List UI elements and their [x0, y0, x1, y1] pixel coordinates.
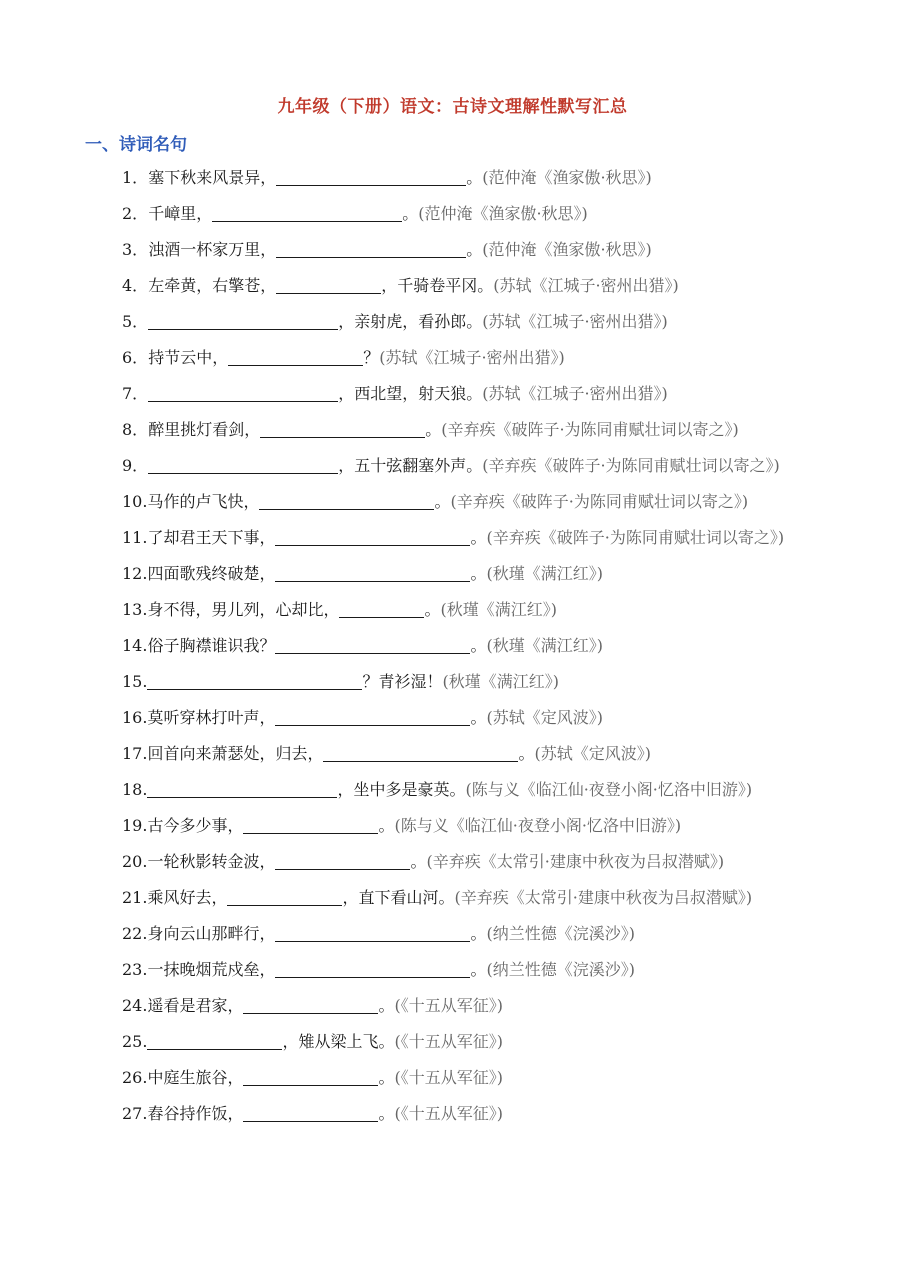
question-number: 16. — [122, 708, 148, 727]
source-citation: (陈与义《临江仙·夜登小阁·忆洛中旧游》) — [394, 816, 682, 835]
question-item — [85, 772, 825, 808]
verse-before: 乘风好去， — [147, 888, 228, 907]
source-citation: (纳兰性德《浣溪沙》) — [486, 960, 635, 979]
question-number: 10. — [122, 492, 148, 511]
page-title: 九年级（下册）语文：古诗文理解性默写汇总 — [277, 97, 628, 117]
verse-before: 一轮秋影转金波， — [147, 852, 276, 871]
question-number: 18. — [122, 780, 148, 799]
verse-after: 。 — [378, 1068, 395, 1087]
answer-blank[interactable] — [275, 923, 470, 942]
verse-after: 。 — [470, 960, 487, 979]
question-item — [85, 376, 825, 412]
verse-before: 了却君王天下事， — [147, 528, 276, 547]
verse-before: 俗子胸襟谁识我？ — [147, 636, 276, 655]
verse-after: 。 — [410, 852, 427, 871]
verse-before: 古今多少事， — [147, 816, 244, 835]
question-number: 21. — [122, 888, 148, 907]
source-citation: (纳兰性德《浣溪沙》) — [486, 924, 635, 943]
question-item — [85, 340, 825, 376]
question-number: 24. — [122, 996, 148, 1015]
source-citation: (苏轼《江城子·密州出猎》) — [482, 312, 668, 331]
question-item — [85, 196, 825, 232]
question-item — [85, 520, 825, 556]
answer-blank[interactable] — [228, 347, 363, 366]
source-citation: (苏轼《江城子·密州出猎》) — [493, 276, 679, 295]
question-item — [85, 808, 825, 844]
answer-blank[interactable] — [323, 743, 518, 762]
answer-blank[interactable] — [275, 527, 470, 546]
verse-after: 。 — [434, 492, 451, 511]
section-heading: 一、诗词名句 — [85, 135, 187, 155]
answer-blank[interactable] — [259, 491, 434, 510]
verse-before: 浊酒一杯家万里， — [148, 240, 277, 259]
source-citation: (苏轼《江城子·密州出猎》) — [482, 384, 668, 403]
verse-before: 遥看是君家， — [147, 996, 244, 1015]
verse-after: 。 — [424, 600, 441, 619]
verse-after: ，雉从梁上飞。 — [282, 1032, 395, 1051]
question-item — [85, 628, 825, 664]
question-item — [85, 952, 825, 988]
source-citation: (《十五从军征》) — [394, 996, 503, 1015]
answer-blank[interactable] — [147, 779, 337, 798]
verse-after: 。 — [378, 1104, 395, 1123]
verse-after: 。 — [470, 528, 487, 547]
verse-after: 。 — [466, 168, 483, 187]
source-citation: (辛弃疾《破阵子·为陈同甫赋壮词以寄之》) — [450, 492, 749, 511]
verse-after: ，直下看山河。 — [342, 888, 455, 907]
question-item — [85, 304, 825, 340]
verse-before: 莫听穿林打叶声， — [147, 708, 276, 727]
question-item — [85, 880, 825, 916]
answer-blank[interactable] — [243, 815, 378, 834]
question-number: 13. — [122, 600, 148, 619]
answer-blank[interactable] — [275, 635, 470, 654]
verse-after: ，西北望，射天狼。 — [338, 384, 483, 403]
answer-blank[interactable] — [227, 887, 342, 906]
question-item — [85, 736, 825, 772]
question-number: 20. — [122, 852, 148, 871]
source-citation: (范仲淹《渔家傲·秋思》) — [482, 240, 652, 259]
verse-after: 。 — [470, 708, 487, 727]
source-citation: (辛弃疾《破阵子·为陈同甫赋壮词以寄之》) — [482, 456, 780, 475]
question-number: 15. — [122, 672, 148, 691]
verse-before: 舂谷持作饭， — [147, 1104, 244, 1123]
answer-blank[interactable] — [148, 383, 338, 402]
question-number: 4． — [122, 276, 149, 295]
question-item — [85, 448, 825, 484]
question-number: 8． — [122, 420, 149, 439]
question-number: 19. — [122, 816, 148, 835]
verse-after: ？青衫湿！ — [362, 672, 443, 691]
question-item — [85, 160, 825, 196]
question-number: 5． — [122, 312, 149, 331]
verse-after: 。 — [466, 240, 483, 259]
verse-before: 塞下秋来风景异， — [148, 168, 277, 187]
verse-after: 。 — [402, 204, 419, 223]
question-item — [85, 700, 825, 736]
question-item — [85, 556, 825, 592]
question-number: 25. — [122, 1032, 148, 1051]
verse-before: 持节云中， — [148, 348, 229, 367]
answer-blank[interactable] — [276, 239, 466, 258]
source-citation: (辛弃疾《太常引·建康中秋夜为吕叔潜赋》) — [454, 888, 753, 907]
question-number: 2． — [122, 204, 149, 223]
source-citation: (秋瑾《满江红》) — [442, 672, 559, 691]
question-item — [85, 1060, 825, 1096]
verse-after: ，千骑卷平冈。 — [381, 276, 494, 295]
question-list — [0, 160, 905, 1132]
answer-blank[interactable] — [243, 1067, 378, 1086]
source-citation: (陈与义《临江仙·夜登小阁·忆洛中旧游》) — [465, 780, 753, 799]
answer-blank[interactable] — [275, 707, 470, 726]
answer-blank[interactable] — [275, 851, 410, 870]
source-citation: (辛弃疾《太常引·建康中秋夜为吕叔潜赋》) — [426, 852, 725, 871]
question-item — [85, 592, 825, 628]
source-citation: (范仲淹《渔家傲·秋思》) — [418, 204, 588, 223]
answer-blank[interactable] — [147, 1031, 282, 1050]
answer-blank[interactable] — [147, 671, 362, 690]
answer-blank[interactable] — [212, 203, 402, 222]
verse-before: 身不得，男儿列，心却比， — [147, 600, 340, 619]
verse-after: ，亲射虎，看孙郎。 — [338, 312, 483, 331]
source-citation: (辛弃疾《破阵子·为陈同甫赋壮词以寄之》) — [441, 420, 739, 439]
question-item — [85, 988, 825, 1024]
answer-blank[interactable] — [243, 995, 378, 1014]
verse-after: ，五十弦翻塞外声。 — [338, 456, 483, 475]
source-citation: (《十五从军征》) — [394, 1032, 503, 1051]
source-citation: (秋瑾《满江红》) — [486, 564, 603, 583]
question-item — [85, 232, 825, 268]
question-item — [85, 268, 825, 304]
verse-before: 四面歌残终破楚， — [147, 564, 276, 583]
question-item — [85, 916, 825, 952]
verse-before: 回首向来萧瑟处，归去， — [147, 744, 324, 763]
question-item — [85, 484, 825, 520]
question-number: 17. — [122, 744, 148, 763]
question-number: 6． — [122, 348, 149, 367]
verse-after: 。 — [378, 996, 395, 1015]
source-citation: (苏轼《江城子·密州出猎》) — [379, 348, 565, 367]
source-citation: (范仲淹《渔家傲·秋思》) — [482, 168, 652, 187]
source-citation: (秋瑾《满江红》) — [440, 600, 557, 619]
answer-blank[interactable] — [339, 599, 424, 618]
source-citation: (秋瑾《满江红》) — [486, 636, 603, 655]
question-number: 11. — [122, 528, 148, 547]
verse-after: 。 — [425, 420, 442, 439]
verse-before: 中庭生旅谷， — [147, 1068, 244, 1087]
question-item — [85, 1024, 825, 1060]
question-number: 26. — [122, 1068, 148, 1087]
verse-after: 。 — [470, 636, 487, 655]
question-number: 23. — [122, 960, 148, 979]
verse-after: ，坐中多是豪英。 — [337, 780, 466, 799]
verse-after: 。 — [378, 816, 395, 835]
answer-blank[interactable] — [148, 311, 338, 330]
verse-after: ？ — [363, 348, 380, 367]
answer-blank[interactable] — [148, 455, 338, 474]
verse-before: 千嶂里， — [148, 204, 213, 223]
answer-blank[interactable] — [260, 419, 425, 438]
source-citation: (苏轼《定风波》) — [486, 708, 603, 727]
question-item — [85, 844, 825, 880]
source-citation: (《十五从军征》) — [394, 1068, 503, 1087]
question-item — [85, 412, 825, 448]
verse-before: 左牵黄，右擎苍， — [148, 276, 277, 295]
question-number: 12. — [122, 564, 148, 583]
answer-blank[interactable] — [276, 167, 466, 186]
question-number: 22. — [122, 924, 148, 943]
question-number: 3． — [122, 240, 149, 259]
source-citation: (《十五从军征》) — [394, 1104, 503, 1123]
question-number: 1． — [122, 168, 149, 187]
verse-after: 。 — [470, 564, 487, 583]
question-number: 9． — [122, 456, 149, 475]
verse-after: 。 — [470, 924, 487, 943]
answer-blank[interactable] — [276, 275, 381, 294]
verse-before: 身向云山那畔行， — [147, 924, 276, 943]
question-item — [85, 664, 825, 700]
verse-after: 。 — [518, 744, 535, 763]
question-number: 14. — [122, 636, 148, 655]
verse-before: 一抹晚烟荒戍垒， — [147, 960, 276, 979]
source-citation: (辛弃疾《破阵子·为陈同甫赋壮词以寄之》) — [486, 528, 785, 547]
answer-blank[interactable] — [275, 959, 470, 978]
question-number: 27. — [122, 1104, 148, 1123]
verse-before: 醉里挑灯看剑， — [148, 420, 261, 439]
source-citation: (苏轼《定风波》) — [534, 744, 651, 763]
answer-blank[interactable] — [243, 1103, 378, 1122]
answer-blank[interactable] — [275, 563, 470, 582]
verse-before: 马作的卢飞快， — [147, 492, 260, 511]
question-number: 7． — [122, 384, 149, 403]
question-item — [85, 1096, 825, 1132]
